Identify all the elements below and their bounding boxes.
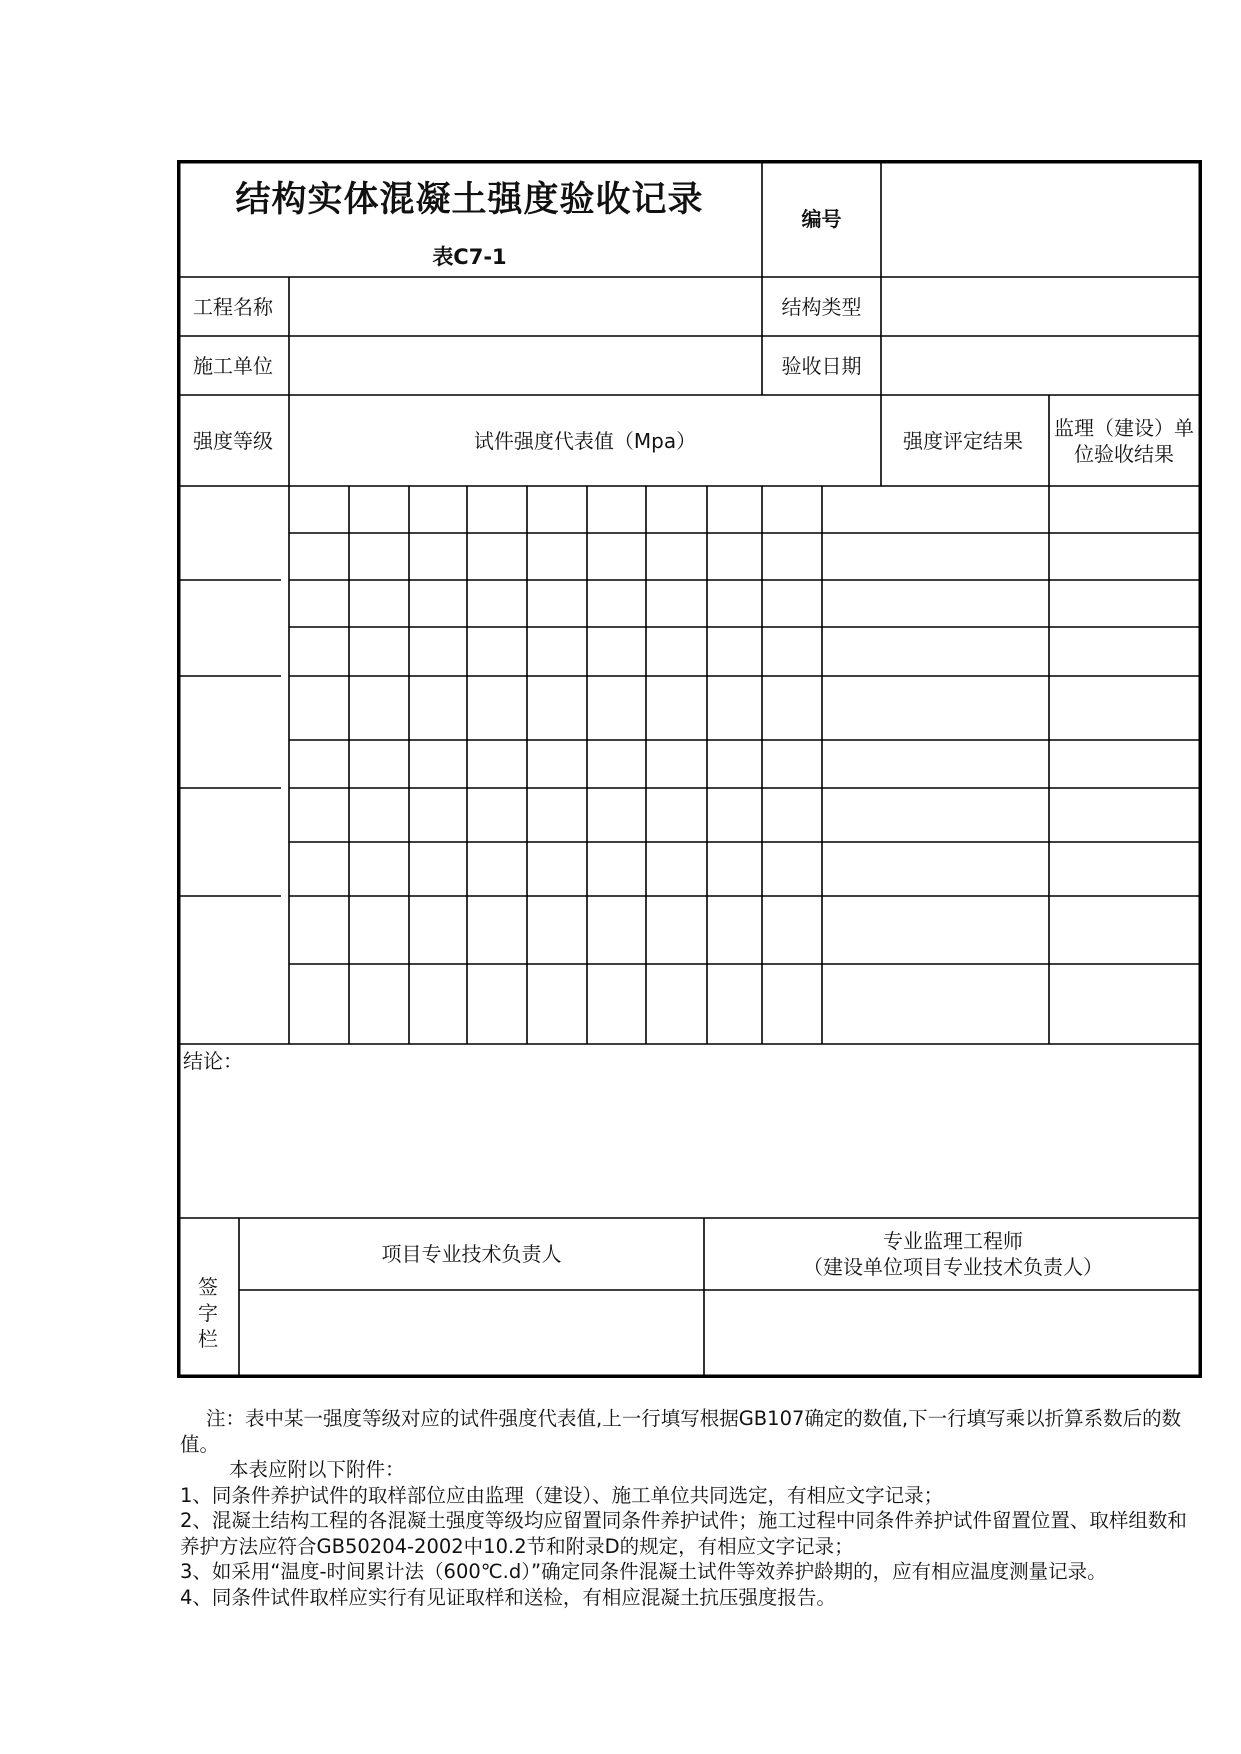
- specimen-value-cell[interactable]: [646, 896, 707, 964]
- conclusion-field[interactable]: [177, 1044, 1202, 1218]
- specimen-value-cell[interactable]: [707, 842, 762, 896]
- specimen-value-cell[interactable]: [409, 533, 467, 580]
- strength-grade-cell[interactable]: [177, 788, 281, 896]
- specimen-value-cell[interactable]: [822, 676, 881, 740]
- specimen-value-cell[interactable]: [646, 627, 707, 676]
- construction-unit-label: 施工单位: [193, 353, 273, 378]
- specimen-value-cell[interactable]: [587, 533, 646, 580]
- strength-grade-cell[interactable]: [177, 676, 281, 788]
- specimen-value-cell[interactable]: [707, 964, 762, 1044]
- signature-char-3: 栏: [198, 1327, 218, 1351]
- specimen-value-cell[interactable]: [409, 627, 467, 676]
- evaluation-result-cell[interactable]: [881, 580, 1049, 627]
- specimen-value-cell[interactable]: [587, 676, 646, 740]
- specimen-value-cell[interactable]: [822, 896, 881, 964]
- specimen-value-cell[interactable]: [587, 580, 646, 627]
- form-notes: [180, 1406, 1195, 1610]
- evaluation-result-cell[interactable]: [881, 533, 1049, 580]
- supervision-result-cell[interactable]: [1049, 533, 1202, 580]
- specimen-value-cell[interactable]: [762, 964, 822, 1044]
- specimen-value-cell[interactable]: [527, 627, 587, 676]
- specimen-value-cell[interactable]: [467, 964, 527, 1044]
- signature-column-label: [177, 1218, 239, 1378]
- specimen-value-cell[interactable]: [646, 676, 707, 740]
- specimen-value-cell[interactable]: [762, 486, 822, 533]
- specimen-value-cell[interactable]: [289, 486, 349, 533]
- specimen-value-cell[interactable]: [707, 627, 762, 676]
- note-item-1: 1、同条件养护试件的取样部位应由监理（建设）、施工单位共同选定，有相应文字记录；: [180, 1483, 944, 1507]
- specimen-value-cell[interactable]: [289, 842, 349, 896]
- specimen-value-cell[interactable]: [707, 740, 762, 788]
- specimen-value-cell[interactable]: [587, 842, 646, 896]
- specimen-value-cell[interactable]: [289, 788, 349, 842]
- project-name-field[interactable]: [289, 277, 762, 336]
- specimen-value-cell[interactable]: [289, 896, 349, 964]
- specimen-value-cell[interactable]: [467, 896, 527, 964]
- specimen-value-cell[interactable]: [349, 896, 409, 964]
- structure-type-field[interactable]: [881, 277, 1202, 336]
- supervision-result-cell[interactable]: [1049, 486, 1202, 533]
- form-title: 结构实体混凝土强度验收记录: [235, 180, 704, 220]
- specimen-value-cell[interactable]: [467, 533, 527, 580]
- sign-right-header-line2: （建设单位项目专业技术负责人）: [803, 1255, 1103, 1279]
- specimen-value-cell[interactable]: [467, 676, 527, 740]
- specimen-value-cell[interactable]: [409, 964, 467, 1044]
- specimen-value-cell[interactable]: [527, 964, 587, 1044]
- supervision-result-cell[interactable]: [1049, 740, 1202, 788]
- evaluation-result-cell[interactable]: [881, 676, 1049, 740]
- evaluation-result-cell[interactable]: [881, 842, 1049, 896]
- specimen-value-cell[interactable]: [587, 486, 646, 533]
- specimen-value-cell[interactable]: [762, 788, 822, 842]
- specimen-value-cell[interactable]: [587, 896, 646, 964]
- structure-type-label: 结构类型: [781, 294, 862, 319]
- sign-right-header-line1: 专业监理工程师: [883, 1229, 1023, 1253]
- specimen-value-cell[interactable]: [646, 486, 707, 533]
- note-item-2: 2、混凝土结构工程的各混凝土强度等级均应留置同条件养护试件；施工过程中同条件养护试件留置位置、取样组数和养护方法应符合GB50204-2002中10.2节和附录D的规定，有相应文字记录；: [180, 1509, 1187, 1558]
- specimen-value-cell[interactable]: [762, 842, 822, 896]
- specimen-value-cell[interactable]: [707, 788, 762, 842]
- specimen-value-cell[interactable]: [289, 676, 349, 740]
- specimen-value-cell[interactable]: [467, 740, 527, 788]
- acceptance-date-label: 验收日期: [781, 353, 862, 378]
- header-strength-evaluation: 强度评定结果: [903, 428, 1023, 453]
- header-supervision-result: 监理（建设）单位验收结果: [1054, 415, 1194, 466]
- specimen-value-cell[interactable]: [467, 627, 527, 676]
- supervision-result-cell[interactable]: [1049, 627, 1202, 676]
- header-specimen-strength-values: 试件强度代表值（Mpa）: [473, 428, 697, 453]
- specimen-value-cell[interactable]: [289, 964, 349, 1044]
- specimen-value-cell[interactable]: [467, 842, 527, 896]
- specimen-value-cell[interactable]: [349, 627, 409, 676]
- evaluation-result-cell[interactable]: [881, 788, 1049, 842]
- specimen-value-cell[interactable]: [409, 676, 467, 740]
- supervision-result-cell[interactable]: [1049, 896, 1202, 964]
- note-item-3: 3、如采用“温度-时间累计法（600℃.d）”确定同条件混凝土试件等效养护龄期的，应有相应温度测量记录。: [180, 1560, 1107, 1583]
- note-main: 注：表中某一强度等级对应的试件强度代表值,上一行填写根据GB107确定的数值,下一行填写乘以折算系数后的数值。: [180, 1407, 1182, 1456]
- specimen-value-cell[interactable]: [527, 533, 587, 580]
- specimen-value-cell[interactable]: [409, 788, 467, 842]
- strength-grade-cell[interactable]: [177, 580, 281, 676]
- specimen-value-cell[interactable]: [587, 740, 646, 788]
- specimen-value-cell[interactable]: [762, 676, 822, 740]
- attachments-intro: 本表应附以下附件：: [229, 1458, 405, 1481]
- specimen-value-cell[interactable]: [822, 788, 881, 842]
- specimen-value-cell[interactable]: [762, 896, 822, 964]
- specimen-value-cell[interactable]: [527, 896, 587, 964]
- signature-char-1: 签: [198, 1275, 218, 1299]
- specimen-value-cell[interactable]: [349, 842, 409, 896]
- sign-left-field[interactable]: [239, 1290, 704, 1378]
- specimen-value-cell[interactable]: [822, 842, 881, 896]
- specimen-value-cell[interactable]: [409, 580, 467, 627]
- specimen-value-cell[interactable]: [587, 964, 646, 1044]
- specimen-value-cell[interactable]: [646, 842, 707, 896]
- specimen-value-cell[interactable]: [762, 627, 822, 676]
- evaluation-result-cell[interactable]: [881, 896, 1049, 964]
- sign-right-field[interactable]: [704, 1290, 1202, 1378]
- header-strength-grade: 强度等级: [193, 428, 273, 453]
- specimen-value-cell[interactable]: [527, 486, 587, 533]
- specimen-value-cell[interactable]: [289, 627, 349, 676]
- specimen-value-cell[interactable]: [349, 533, 409, 580]
- supervision-result-cell[interactable]: [1049, 788, 1202, 842]
- specimen-value-cell[interactable]: [349, 580, 409, 627]
- specimen-value-cell[interactable]: [349, 740, 409, 788]
- specimen-value-cell[interactable]: [707, 486, 762, 533]
- specimen-value-cell[interactable]: [289, 580, 349, 627]
- supervision-result-cell[interactable]: [1049, 842, 1202, 896]
- specimen-value-cell[interactable]: [707, 676, 762, 740]
- specimen-value-cell[interactable]: [707, 580, 762, 627]
- specimen-value-cell[interactable]: [646, 788, 707, 842]
- construction-unit-field[interactable]: [289, 336, 762, 395]
- conclusion-label: 结论：: [183, 1049, 243, 1073]
- evaluation-result-cell[interactable]: [881, 964, 1049, 1044]
- specimen-value-cell[interactable]: [707, 896, 762, 964]
- specimen-value-cell[interactable]: [527, 740, 587, 788]
- specimen-value-cell[interactable]: [349, 486, 409, 533]
- specimen-value-cell[interactable]: [289, 533, 349, 580]
- evaluation-result-cell[interactable]: [881, 740, 1049, 788]
- specimen-value-cell[interactable]: [822, 486, 881, 533]
- specimen-value-cell[interactable]: [289, 740, 349, 788]
- specimen-value-cell[interactable]: [822, 533, 881, 580]
- number-field[interactable]: [881, 160, 1202, 277]
- specimen-value-cell[interactable]: [762, 740, 822, 788]
- sign-left-header: 项目专业技术负责人: [381, 1242, 562, 1266]
- specimen-value-cell[interactable]: [707, 533, 762, 580]
- specimen-value-cell[interactable]: [822, 964, 881, 1044]
- project-name-label: 工程名称: [193, 294, 273, 319]
- specimen-value-cell[interactable]: [527, 788, 587, 842]
- evaluation-result-cell[interactable]: [881, 627, 1049, 676]
- specimen-value-cell[interactable]: [587, 627, 646, 676]
- specimen-value-cell[interactable]: [409, 740, 467, 788]
- specimen-value-cell[interactable]: [822, 580, 881, 627]
- specimen-value-cell[interactable]: [467, 788, 527, 842]
- concrete-strength-acceptance-form: [177, 160, 1202, 1378]
- supervision-result-cell[interactable]: [1049, 964, 1202, 1044]
- sign-right-header: [704, 1218, 1202, 1290]
- acceptance-date-field[interactable]: [881, 336, 1202, 395]
- strength-grade-cell[interactable]: [177, 896, 281, 1044]
- specimen-value-cell[interactable]: [349, 964, 409, 1044]
- specimen-value-cell[interactable]: [467, 486, 527, 533]
- specimen-value-cell[interactable]: [349, 676, 409, 740]
- specimen-value-cell[interactable]: [762, 533, 822, 580]
- specimen-value-cell[interactable]: [409, 896, 467, 964]
- specimen-value-cell[interactable]: [409, 842, 467, 896]
- specimen-value-cell[interactable]: [646, 740, 707, 788]
- specimen-value-cell[interactable]: [646, 580, 707, 627]
- specimen-value-cell[interactable]: [822, 627, 881, 676]
- specimen-value-cell[interactable]: [646, 533, 707, 580]
- specimen-value-cell[interactable]: [822, 740, 881, 788]
- supervision-result-cell[interactable]: [1049, 580, 1202, 627]
- specimen-value-cell[interactable]: [762, 580, 822, 627]
- specimen-value-cell[interactable]: [467, 580, 527, 627]
- specimen-value-cell[interactable]: [587, 788, 646, 842]
- signature-char-2: 字: [198, 1301, 218, 1325]
- specimen-value-cell[interactable]: [646, 964, 707, 1044]
- form-code: 表C7-1: [432, 245, 507, 269]
- number-label: 编号: [801, 206, 842, 231]
- specimen-value-cell[interactable]: [527, 842, 587, 896]
- specimen-value-cell[interactable]: [527, 580, 587, 627]
- strength-grade-cell[interactable]: [177, 486, 281, 580]
- supervision-result-cell[interactable]: [1049, 676, 1202, 740]
- specimen-value-cell[interactable]: [349, 788, 409, 842]
- specimen-value-cell[interactable]: [527, 676, 587, 740]
- evaluation-result-cell[interactable]: [881, 486, 1049, 533]
- specimen-value-cell[interactable]: [409, 486, 467, 533]
- note-item-4: 4、同条件试件取样应实行有见证取样和送检，有相应混凝土抗压强度报告。: [180, 1585, 836, 1609]
